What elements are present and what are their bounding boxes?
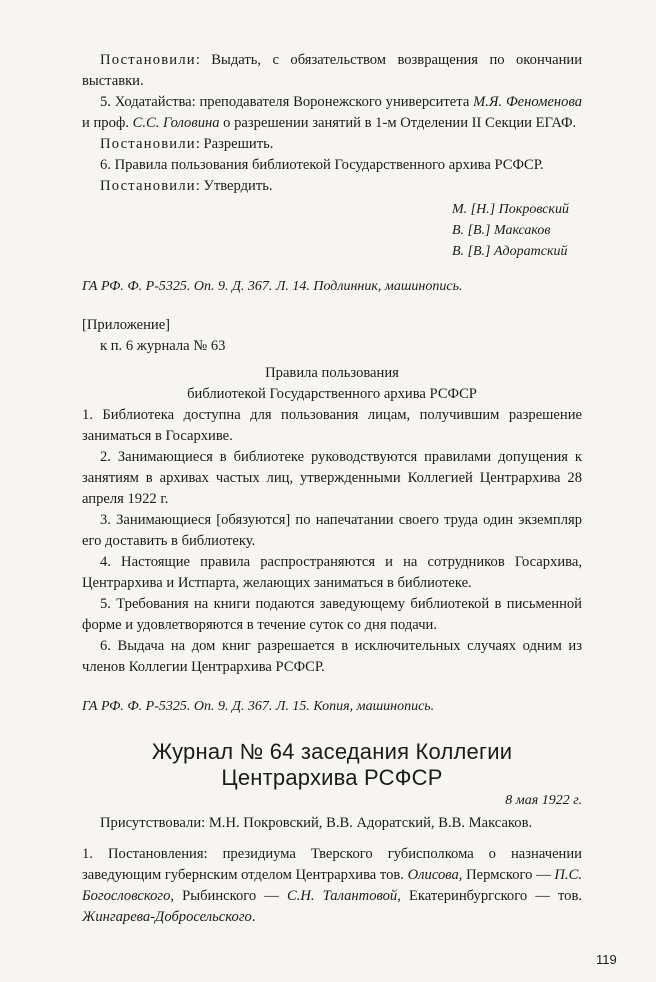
rule-item: 4. Настоящие правила распространяются и на сотрудников Госархива, Центрархива и Истпарта, желающих заниматься в библиотеке.	[82, 554, 582, 591]
resolution-2: Постановили: Разрешить.	[100, 136, 274, 152]
item-6: 6. Правила пользования библиотекой Государственного архива РСФСР.	[100, 157, 544, 173]
attendees: Присутствовали: М.Н. Покровский, В.В. Адоратский, В.В. Максаков.	[100, 815, 533, 831]
journal-item-1: 1. Постановления: президиума Тверского губисполкома о назначении заведующим губернским отделом Центрархива тов. Олисова, Пермского — П.С. Богословского, Рыбинского — С.Н. Талантовой, Екатеринбургского — тов. Жингарева-Добросельского.	[82, 846, 582, 925]
rule-item: 2. Занимающиеся в библиотеке руководствуются правилами допущения к занятиям в архивах частых лиц, утвержденными Коллегией Центрархива 28 апреля 1922 г.	[82, 449, 582, 507]
page-number: 119	[596, 952, 617, 967]
appendix-ref: к п. 6 журнала № 63	[100, 338, 226, 354]
resolution-1	[82, 50, 582, 92]
item-5: 5. Ходатайства: преподавателя Воронежского университета М.Я. Феноменова и проф. С.С. Головина о разрешении занятий в 1-м Отделении II Секции ЕГАФ.	[82, 94, 582, 131]
signature: М. [Н.] Покровский	[452, 202, 569, 217]
signatures	[82, 199, 582, 262]
rules-list	[82, 405, 582, 678]
resolution-text: : Выдать, с обязательством возвращения по окончании выставки.	[82, 52, 582, 89]
rule-item: 1. Библиотека доступна для пользования лицам, получившим разрешение заниматься в Госархиве.	[82, 407, 582, 444]
resolution-label: Постановили	[100, 52, 196, 68]
person-name: С.Н. Талантовой	[287, 888, 398, 904]
rule-item: 3. Занимающиеся [обязуются] по напечатании своего труда один экземпляр его доставить в библиотеку.	[82, 512, 582, 549]
journal-date: 8 мая 1922 г.	[505, 793, 582, 808]
person-name: Олисова	[407, 867, 459, 883]
person-name: Жингарева-Добросельского	[82, 909, 252, 925]
journal-heading: Журнал № 64 заседания Коллегии Центрархива РСФСР	[151, 739, 513, 790]
appendix-header	[82, 315, 582, 357]
person-name: С.С. Головина	[132, 115, 220, 131]
signature: В. [В.] Максаков	[452, 223, 551, 238]
document-page	[82, 50, 582, 928]
appendix-label: [Приложение]	[82, 317, 171, 333]
rule-item: 5. Требования на книги подаются заведующему библиотекой в письменной форме и удовлетворяются в течение суток со дня подачи.	[82, 596, 582, 633]
person-name: П.С. Богословского	[82, 867, 582, 904]
resolution-3: Постановили: Утвердить.	[100, 178, 273, 194]
signature: В. [В.] Адоратский	[452, 244, 568, 259]
rule-item: 6. Выдача на дом книг разрешается в исключительных случаях одним из членов Коллегии Центрархива РСФСР.	[82, 638, 582, 675]
appendix-title: Правила пользования библиотекой Государственного архива РСФСР	[187, 365, 477, 402]
archive-source: ГА РФ. Ф. Р-5325. Оп. 9. Д. 367. Л. 14. Подлинник, машинопись.	[82, 279, 463, 294]
archive-source: ГА РФ. Ф. Р-5325. Оп. 9. Д. 367. Л. 15. Копия, машинопись.	[82, 699, 435, 714]
person-name: М.Я. Феноменова	[473, 94, 582, 110]
